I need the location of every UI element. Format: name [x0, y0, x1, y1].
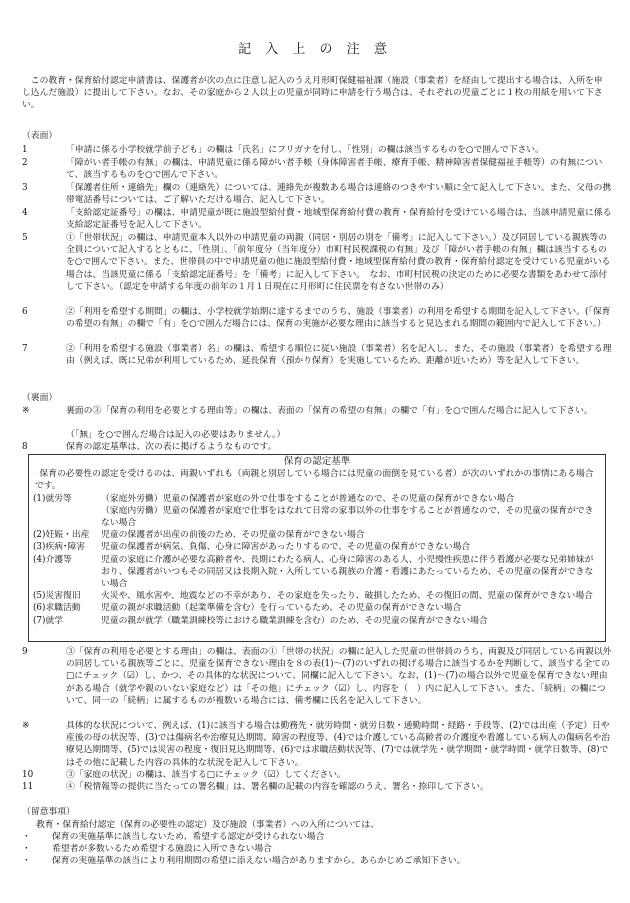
criteria-text: 児童の親が求職活動（起業準備を含む）を行っているため、その児童の保育ができない場合	[101, 603, 462, 614]
item-number: 9	[22, 647, 28, 657]
criteria-key: (7)就学	[33, 615, 64, 626]
item-number: 4	[22, 208, 28, 218]
criteria-key: (2)妊娠・出産	[33, 530, 90, 541]
item-number: 6	[22, 307, 28, 317]
item-text: ③「保育の利用を必要とする理由」の欄は、表面の①「世帯の状況」の欄に記入した児童の世帯員のうち、両親及び同居している両親以外の同居している親族等ごとに、児童を保育できない理由を８の表(1)〜(7)のいずれの掲げる場合に該当するかを判断して、該当する全ての□にチェック（☑）し、かつ、その具体的な状況について、同欄に記入して下さい。なお、(1)〜(7)の場合以外で児童を保育できない理由がある場合（就学や親のいない家庭など）は「その他」にチェック（☑）し、内容を（ ）内に記入して下さい。また、「続柄」の欄について、同一の「続柄」に属するものが複数いる場合には、備考欄に氏名を記入して下さい。	[66, 647, 612, 706]
item-text: 「申請に係る小学校就学前子ども」の欄は「氏名」にフリガナを付し、「性別」の欄は該当するものを○で囲んで下さい。	[66, 145, 544, 155]
criteria-key: (3)疾病･障害	[33, 542, 86, 553]
item-number: 8	[22, 442, 28, 452]
remark-item	[22, 855, 612, 867]
bullet: ・	[22, 844, 31, 854]
criteria-text: 児童の家庭に介護が必要な高齢者や、長期にわたる病人、心身に障害のある人、小児慢性疾患に伴う看護が必要な兄弟姉妹がおり、保護者がいつもその同居又は長期入院・入所している親族の介護・看護にあたっているため、その児童の保育ができない場合	[101, 554, 594, 590]
item-number: 3	[22, 183, 28, 193]
back-item-9	[22, 646, 612, 707]
front-item-3	[22, 182, 612, 206]
criteria-key: (4)介護等	[33, 554, 72, 565]
intro-paragraph: この教育・保育給付認定申請書は、保護者が次の点に注意し記入のうえ月形町保健福祉課（施設（事業者）を経由して提出する場合は、入所を申し込んだ施設）に提出して下さい。なお、その家庭から２人以上の児童が同時に申請を行う場合は、それぞれの児童ごとに１枚の用紙を用いて下さい。	[22, 76, 603, 111]
remark-item	[22, 843, 612, 855]
item-text: 保育の認定基準は、次の表に掲げるようなものです。	[66, 442, 277, 452]
back-item-10	[22, 769, 612, 781]
item-number: 11	[22, 782, 34, 792]
remark-text: 保育の実施基準の該当により利用期間の希望に添えない場合がありますから、あらかじめご承知下さい。	[52, 856, 466, 866]
criteria-row	[29, 590, 605, 602]
criteria-text: （家庭内労働）児童の保護者が家庭で仕事をはなれて日常の家事以外の仕事をすることが普通なので、その児童の保育ができない場合	[101, 505, 594, 529]
item-number: 5	[22, 233, 28, 243]
item-text: 「障がい者手帳の有無」の欄は、申請児童に係る障がい者手帳（身体障害者手帳、療育手帳、精神障害者保健福祉手帳等）の有無について、該当するものを○で囲んで下さい。	[66, 158, 603, 181]
back-item-11	[22, 781, 612, 793]
subnote-text: （「無」を○で囲んだ場合は記入の必要はありません。）	[66, 430, 286, 440]
item-text: 具体的な状況について、例えば、(1)に該当する場合は勤務先・就労時間・就労日数・通勤時間・経路・手段等、(2)では出産（予定）日や産後の母の状況等、(3)では傷病名や治療見込期間、障害の程度等、(4)では介護している高齢者の介護度や看護している病人の傷病名や治療見込期間等、(5)では災害の程度・復旧見込期間等、(6)では求職活動状況等、(7)では就学先・就学期間・就学時間・就学日数等、(8)ではその他に記載した内容の具体的な状況を記入して下さい。	[66, 721, 610, 768]
bullet: ・	[22, 832, 31, 842]
front-item-4	[22, 207, 612, 231]
back-star-note	[22, 405, 612, 417]
item-text: ②「利用を希望する期間」の欄は、小学校就学始期に達するまでのうち、施設（事業者）の利用を希望する期間を記入して下さい。(「保育の希望の有無」の欄で「有」を○で囲んだ場合には、保育の実施が必要な理由に該当すると見込まれる期間の範囲内で記入して下さい。）	[66, 307, 611, 330]
item-text: 「保護者住所・連絡先」欄の（連絡先）については、連絡先が複数ある場合は連絡のつきやすい順に全て記入して下さい。また、父母の携帯電話番号については、ご了解いただける場合、記入して下さい。	[66, 183, 612, 206]
criteria-row	[29, 615, 605, 627]
criteria-key: (5)災害復旧	[33, 591, 81, 602]
note-mark: ※	[22, 406, 30, 416]
criteria-row	[29, 554, 605, 591]
criteria-title: 保育の認定基準	[283, 456, 351, 467]
item-number: 7	[22, 344, 28, 354]
back-star-subnote	[22, 429, 612, 441]
remark-item	[22, 831, 612, 843]
front-heading: （表面）	[22, 131, 58, 141]
criteria-text: 児童の保護者が病気、負傷、心身に障害があったりするので、その児童の保育ができない場合	[101, 542, 471, 553]
criteria-row	[29, 529, 605, 541]
remarks-intro: 教育・保育給付認定（保育の必要性の認定）及び施設（事業者）への入所については、	[36, 820, 379, 830]
item-text: ②「利用を希望する施設（事業者）名」の欄は、希望する順位に従い施設（事業者）名を記入し、また、その施設（事業者）を希望する理由（例えば、既に兄弟が利用しているため、延長保育（預かり保育）を実施しているため、距離が近いため）等を記入して下さい。	[66, 344, 612, 367]
front-item-5	[22, 232, 612, 293]
note-text: 裏面の③「保育の利用を必要とする理由等」の欄は、表面の「保育の希望の有無」の欄で「有」を○で囲んだ場合に記入して下さい。	[66, 406, 593, 416]
item-number: 2	[22, 158, 28, 168]
back-heading: （裏面）	[22, 393, 58, 403]
criteria-row	[29, 505, 605, 529]
item-number: ※	[22, 721, 30, 731]
front-item-6	[22, 306, 612, 330]
criteria-text: 児童の親が就学（職業訓練校等における職業訓練を含む）のため、その児童の保育ができない場合	[101, 615, 488, 626]
remark-text: 希望者が多数いるため希望する施設に入所できない場合	[52, 844, 272, 854]
front-item-2	[22, 157, 612, 181]
bullet: ・	[22, 856, 31, 866]
page-title: 記 入 上 の 注 意	[238, 42, 392, 57]
criteria-key	[29, 505, 101, 529]
criteria-intro: 保育の必要性の認定を受けるのは、両親いずれも（両親と別居している場合には児童の面倒を見ている者）が次のいずれかの事情にある場合です。	[35, 469, 594, 492]
criteria-row	[29, 493, 605, 505]
item-text: ③「家庭の状況」の欄は、該当する□にチェック（☑）してください。	[66, 770, 346, 780]
front-item-1	[22, 144, 612, 156]
item-8	[22, 441, 612, 453]
item-text: ④「税情報等の提供に当たっての署名欄」は、署名欄の記載の内容を確認のうえ、署名・捺印して下さい。	[66, 782, 489, 792]
front-item-7	[22, 343, 612, 367]
back-item-star	[22, 720, 612, 769]
criteria-text: 児童の保護者が出産の前後のため、その児童の保育ができない場合	[101, 530, 365, 541]
remarks-heading: （留意事項）	[22, 807, 75, 817]
item-text: ①「世帯状況」の欄は、申請児童本人以外の申請児童の両親（同居・別居の別を「備考」に記入して下さい。）及び同居している親族等の全員について記入するとともに、「性別」、「前年度分（当年度分）市町村民税課税の有無」及び「障がい者手帳の有無」欄は該当するものを○で囲んで下さい。また、世帯員の中で申請児童の他に施設型給付費・地域型保育給付費の教育・保育給付認定を受けている児童がいる場合は、当該児童に係る「支給認定証番号」を「備考」に記入して下さい。 なお、市町村民税の決定のために必要な書類をあわせて添付して下さい。（認定を申請する年度の前年の１月１日現在に月形町に住民票を有さない世帯のみ）	[66, 233, 611, 292]
criteria-text: （家庭外労働）児童の保護者が家庭の外で仕事をすることが普通なので、その児童の保育ができない場合	[101, 493, 515, 504]
criteria-key: (6)求職活動	[33, 603, 81, 614]
criteria-box	[28, 454, 606, 642]
item-text: 「支給認定証番号」の欄は、申請児童が既に施設型給付費・地域型保育給付費の教育・保育給付を受けている場合は、当該申請児童に係る支給認定証番号を記入して下さい。	[66, 208, 612, 231]
criteria-key: (1)就労等	[33, 493, 72, 504]
item-number: 1	[22, 145, 28, 155]
item-number: 10	[22, 770, 34, 780]
remark-text: 保育の実施基準に該当しないため、希望する認定が受けられない場合	[52, 832, 325, 842]
criteria-text: 火災や、風水害や、地震などの不幸があり、その家庭を失ったり、破損したため、その復旧の間、児童の保育ができない場合	[101, 591, 593, 602]
criteria-row	[29, 541, 605, 553]
criteria-row	[29, 602, 605, 614]
